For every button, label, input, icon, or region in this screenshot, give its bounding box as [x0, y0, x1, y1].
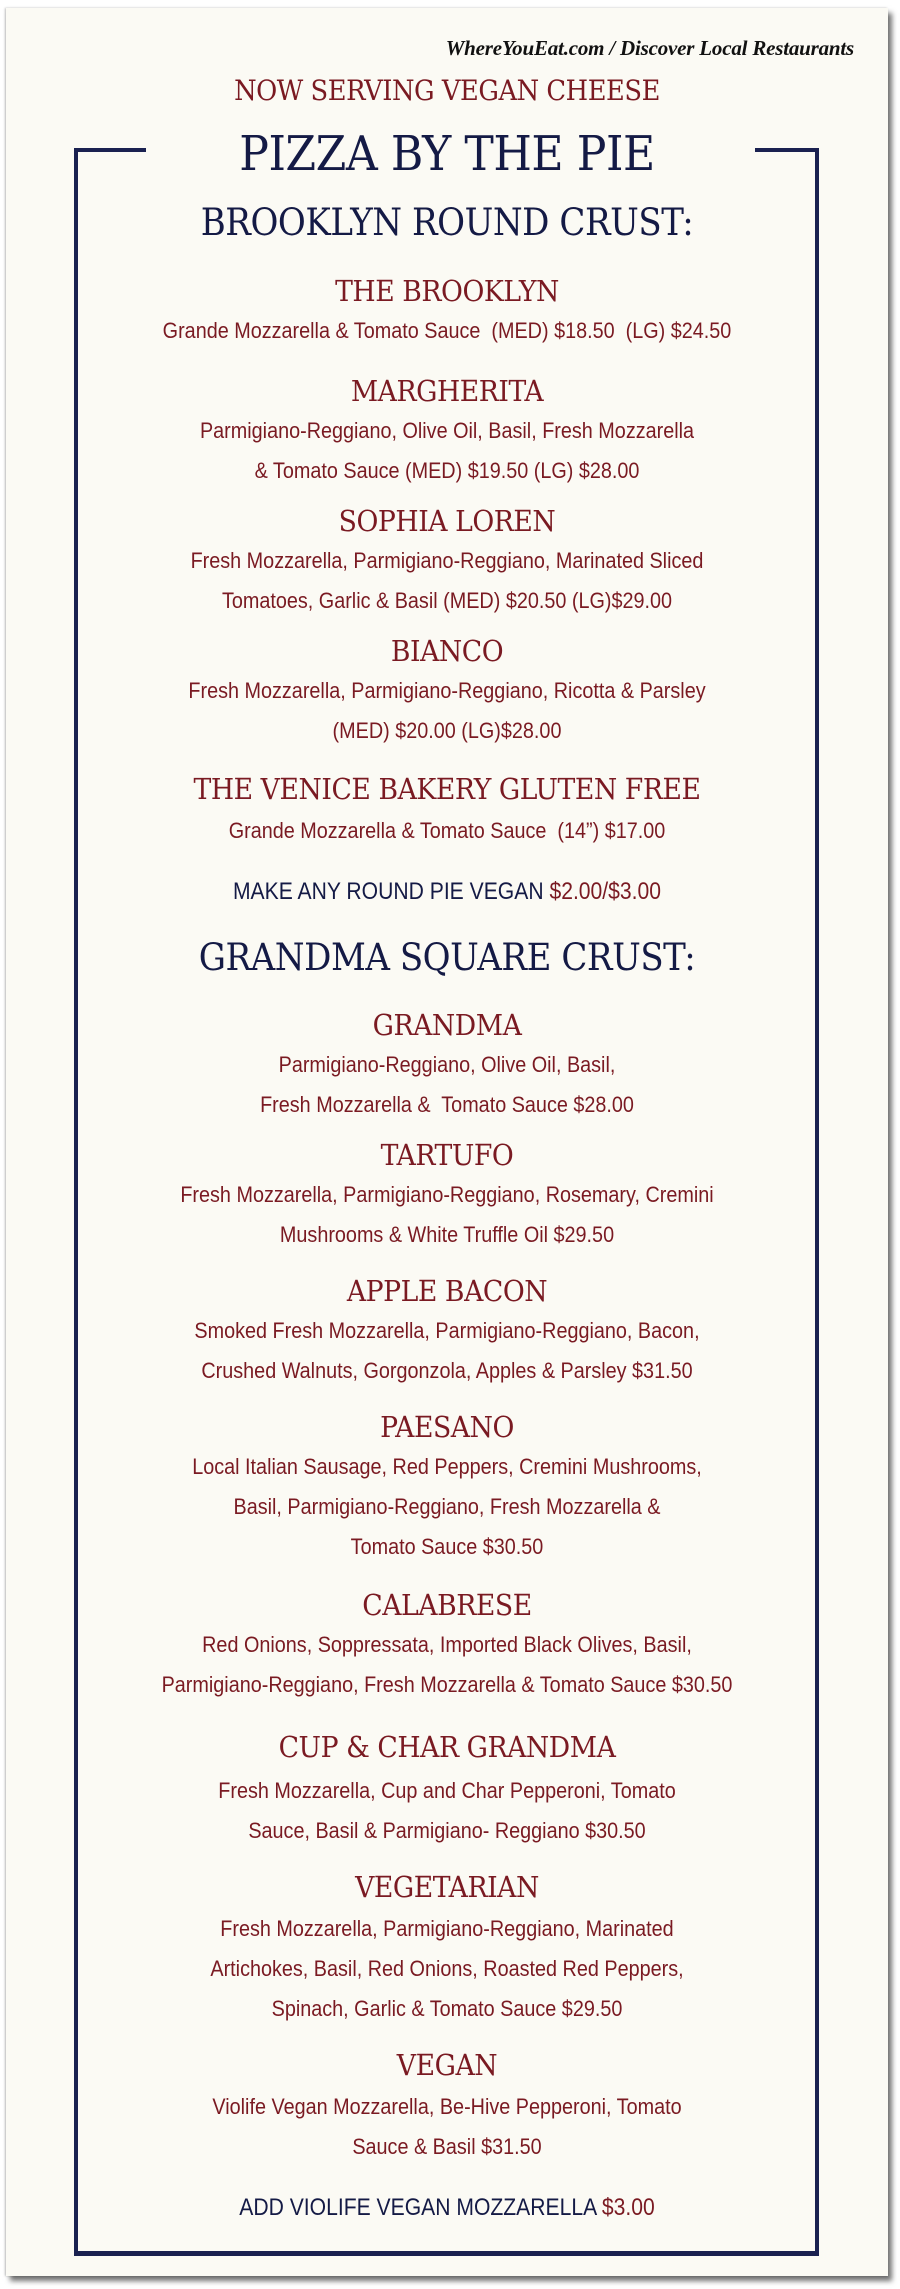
note-price: $2.00/$3.00: [549, 878, 662, 905]
item-description: Basil, Parmigiano-Reggiano, Fresh Mozzarella &: [233, 1494, 661, 1519]
note-text: MAKE ANY ROUND PIE VEGAN: [232, 878, 550, 905]
item-description: Artichokes, Basil, Red Onions, Roasted Red Peppers,: [210, 1956, 684, 1981]
section-title-grandma-square-crust: GRANDMA SQUARE CRUST:: [198, 936, 696, 979]
add-vegan-mozzarella-note: [59, 2194, 835, 2222]
item-description: Fresh Mozzarella, Parmigiano-Reggiano, Marinated Sliced: [190, 548, 704, 573]
vegan-cheese-banner: NOW SERVING VEGAN CHEESE: [234, 74, 660, 107]
item-title-sophia-loren: SOPHIA LOREN: [338, 504, 556, 538]
item-description: Grande Mozzarella & Tomato Sauce (14”) $17.00: [228, 818, 666, 843]
item-title-grandma: GRANDMA: [372, 1008, 522, 1042]
item-description: Sauce, Basil & Parmigiano- Reggiano $30.50: [248, 1818, 646, 1843]
item-description: Fresh Mozzarella, Parmigiano-Reggiano, Marinated: [220, 1916, 674, 1941]
item-title-margherita: MARGHERITA: [350, 374, 544, 408]
menu-page: [6, 8, 888, 2276]
item-title-venice-bakery-gluten-free: THE VENICE BAKERY GLUTEN FREE: [193, 772, 701, 806]
item-description: Sauce & Basil $31.50: [352, 2134, 542, 2159]
item-description: Parmigiano-Reggiano, Olive Oil, Basil, Fresh Mozzarella: [199, 418, 695, 443]
item-description: Violife Vegan Mozzarella, Be-Hive Pepperoni, Tomato: [212, 2094, 682, 2119]
item-title-paesano: PAESANO: [380, 1410, 514, 1444]
note-price: $3.00: [601, 2194, 655, 2221]
watermark: WhereYouEat.com / Discover Local Restaurants: [445, 36, 854, 60]
item-description: Mushrooms & White Truffle Oil $29.50: [279, 1222, 615, 1247]
item-description: Fresh Mozzarella, Parmigiano-Reggiano, Rosemary, Cremini: [180, 1182, 714, 1207]
item-description: Parmigiano-Reggiano, Olive Oil, Basil,: [278, 1052, 616, 1077]
item-description: Tomatoes, Garlic & Basil (MED) $20.50 (LG)$29.00: [221, 588, 673, 613]
vegan-round-pie-note: [59, 878, 835, 906]
item-description: Parmigiano-Reggiano, Fresh Mozzarella & Tomato Sauce $30.50: [161, 1672, 733, 1697]
item-title-vegetarian: VEGETARIAN: [355, 1870, 539, 1904]
item-title-bianco: BIANCO: [390, 634, 504, 668]
item-description: Fresh Mozzarella, Parmigiano-Reggiano, Ricotta & Parsley: [188, 678, 706, 703]
item-description: Smoked Fresh Mozzarella, Parmigiano-Reggiano, Bacon,: [194, 1318, 700, 1343]
item-title-vegan: VEGAN: [396, 2048, 498, 2082]
item-description: Fresh Mozzarella & Tomato Sauce $28.00: [260, 1092, 634, 1117]
item-description: Crushed Walnuts, Gorgonzola, Apples & Parsley $31.50: [201, 1358, 693, 1383]
item-title-apple-bacon: APPLE BACON: [346, 1274, 548, 1308]
item-title-the-brooklyn: THE BROOKLYN: [335, 274, 559, 308]
item-title-cup-and-char-grandma: CUP & CHAR GRANDMA: [278, 1730, 616, 1764]
item-description: Fresh Mozzarella, Cup and Char Pepperoni, Tomato: [218, 1778, 676, 1803]
item-description: Spinach, Garlic & Tomato Sauce $29.50: [271, 1996, 623, 2021]
section-title-brooklyn-round-crust: BROOKLYN ROUND CRUST:: [200, 201, 694, 244]
item-description: (MED) $20.00 (LG)$28.00: [332, 718, 562, 743]
item-description: Grande Mozzarella & Tomato Sauce (MED) $18.50 (LG) $24.50: [162, 318, 732, 343]
item-description: Tomato Sauce $30.50: [350, 1534, 544, 1559]
item-description: & Tomato Sauce (MED) $19.50 (LG) $28.00: [254, 458, 640, 483]
item-title-tartufo: TARTUFO: [380, 1138, 514, 1172]
item-title-calabrese: CALABRESE: [362, 1588, 532, 1622]
page-title: PIZZA BY THE PIE: [239, 126, 655, 182]
item-description: Red Onions, Soppressata, Imported Black Olives, Basil,: [202, 1632, 692, 1657]
item-description: Local Italian Sausage, Red Peppers, Cremini Mushrooms,: [192, 1454, 702, 1479]
note-text: ADD VIOLIFE VEGAN MOZZARELLA: [239, 2194, 602, 2221]
